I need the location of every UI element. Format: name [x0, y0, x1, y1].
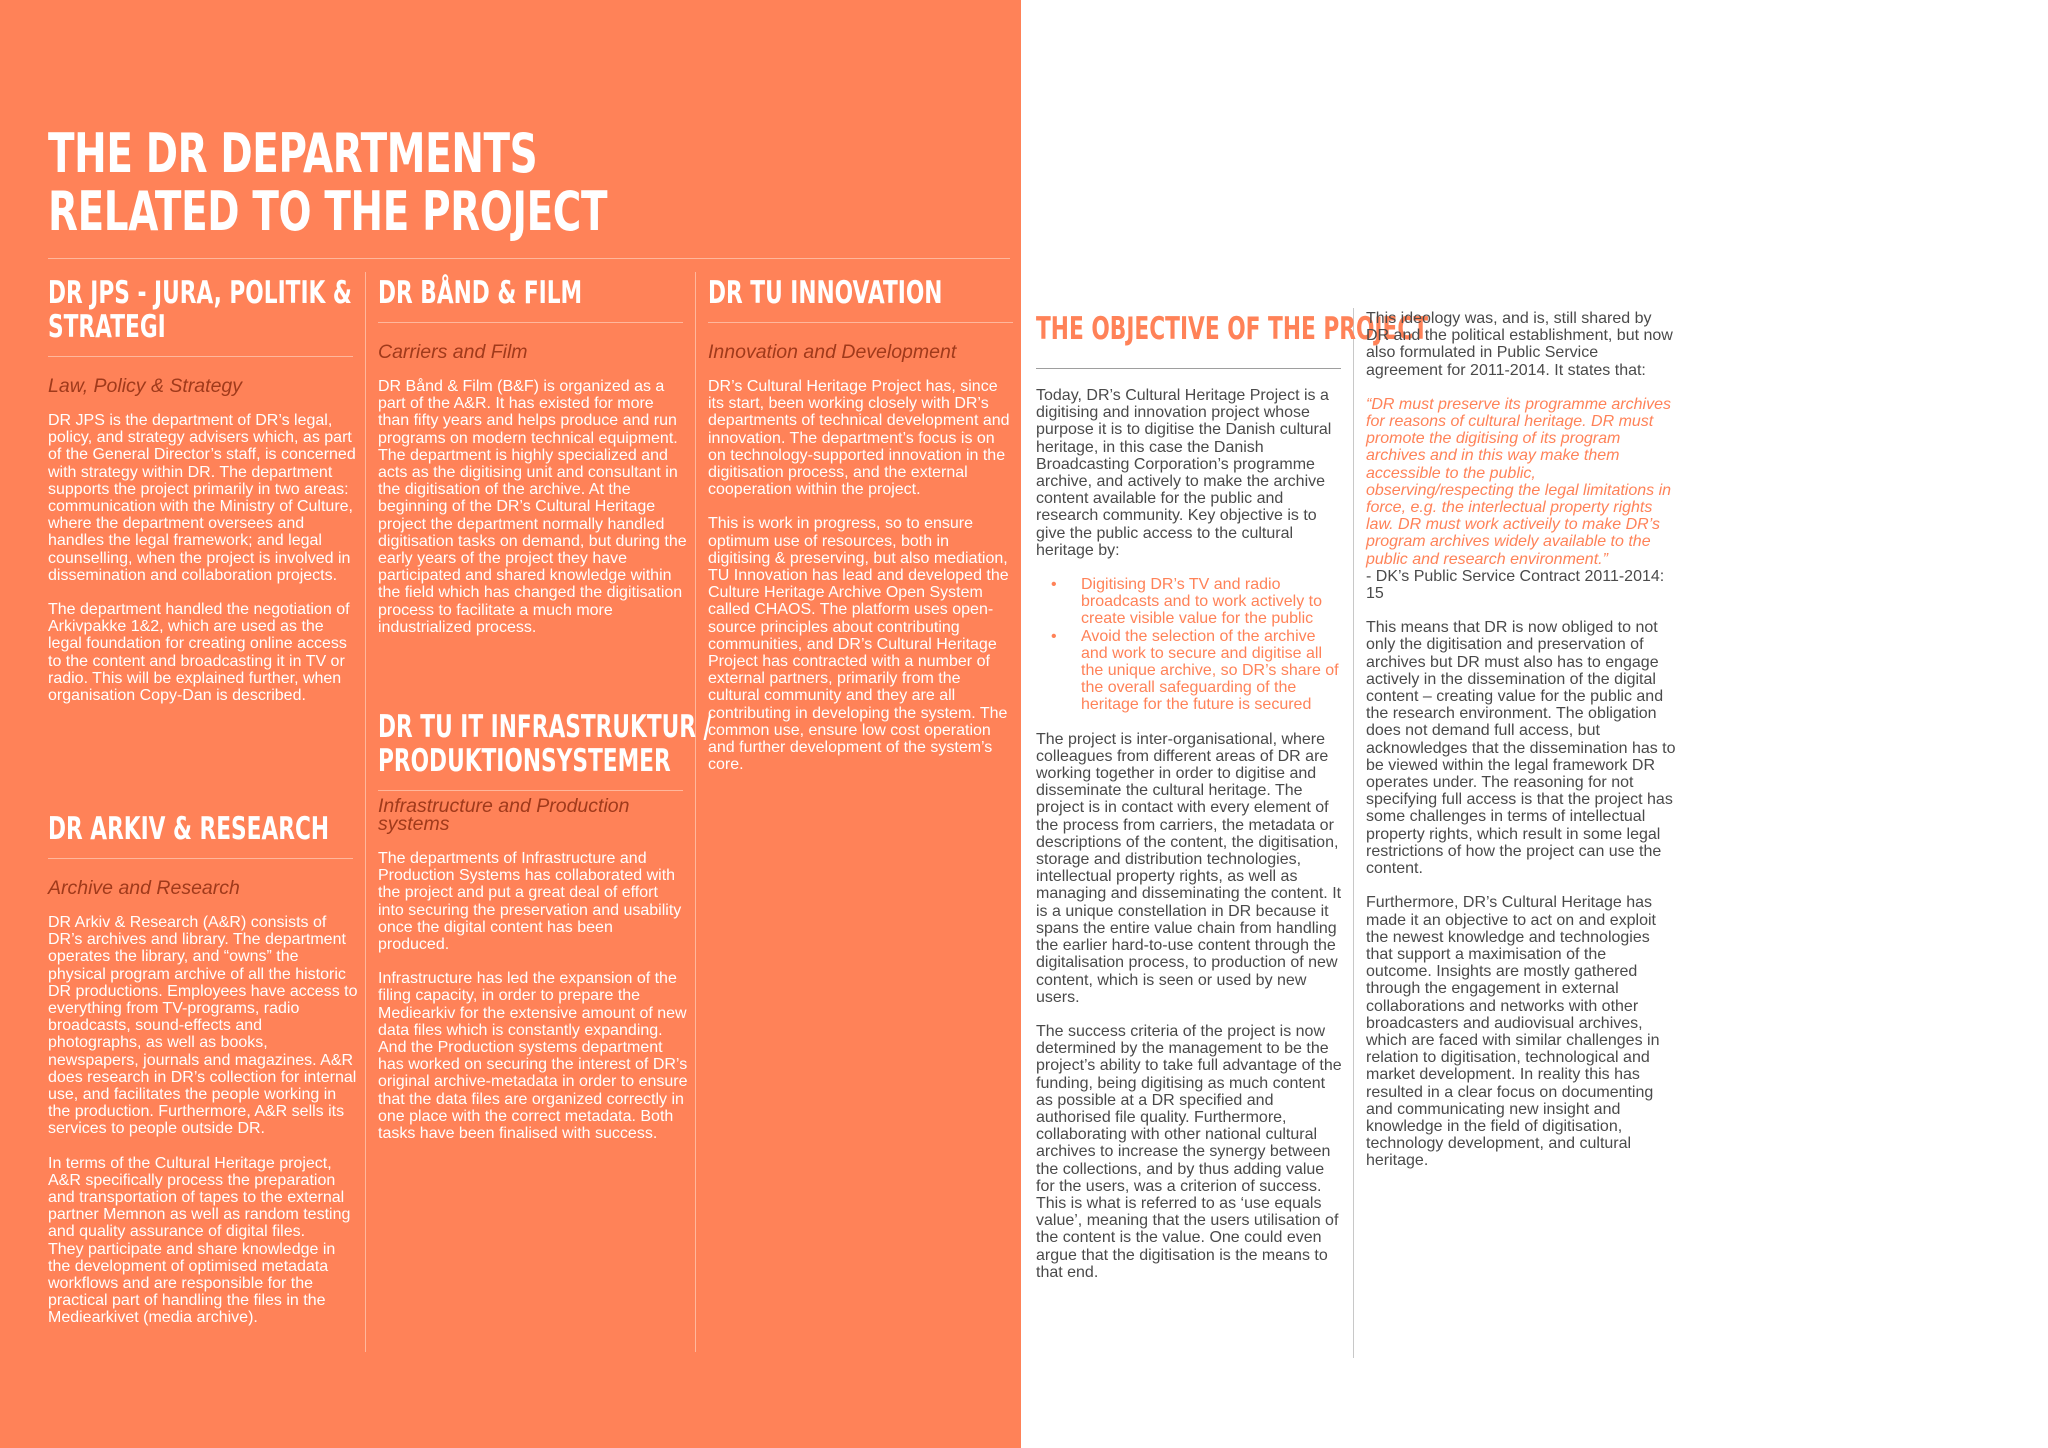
section-heading: DR BÅND & FILM	[378, 275, 583, 311]
paragraph: This means that DR is now obliged to not only the digitisation and preservation of archives but DR must also has to engage actively in the dissemination of the digital content – creating value for the public and the research environment. The obligation does not demand full access, but acknowledges that the dissemination has to be viewed within the legal framework DR operates under. The reasoning for not specifying full access is that the project has some challenges in terms of intellectual property rights, which result in some legal restrictions of how the project can use the content.	[1366, 619, 1676, 878]
column-ideology	[1366, 310, 1676, 1187]
paragraph: Today, DR’s Cultural Heritage Project is a digitising and innovation project whose purpose it is to digitise the Danish cultural heritage, in this case the Danish Broadcasting Corporation’s programme archive, and actively to make the archive content available for the public and research community. Key objective is to give the public access to the cultural heritage by:	[1036, 387, 1332, 559]
paragraph: In terms of the Cultural Heritage project, A&R specifically process the preparation and transportation of tapes to the external partner Memnon as well as random testing and quality assurance of digital files.	[48, 1154, 351, 1241]
section-rule	[48, 356, 353, 357]
paragraph: This ideology was, and is, still shared by DR and the political establishment, but now also formulated in Public Service agreement for 2011-2014. It states that:	[1366, 310, 1673, 379]
quote: “DR must preserve its programme archives for reasons of cultural heritage. DR must promote the digitising of its program archives and in this way make them accessible to the public, observing/respecting the legal limitations in force, e.g. the interlectual property rights law. DR must work activeily to make DR’s program archives widely available to the public and research environment.”	[1366, 395, 1672, 568]
paragraph: They participate and share knowledge in the development of optimised metadata workflows and are responsible for the practical part of handling the files in the Mediearkivet (media archive).	[48, 1240, 336, 1327]
section-heading: DR ARKIV & RESEARCH	[48, 811, 330, 847]
paragraph: Infrastructure has led the expansion of the filing capacity, in order to prepare the Mediearkiv for the extensive amount of new data files which is constantly expanding. And the Production systems department has worked on securing the interest of DR’s original archive-metadata in order to ensure that the data files are organized correctly in one place with the correct metadata. Both tasks have been finalised with success.	[378, 970, 688, 1143]
section-dr-jps	[48, 276, 358, 704]
paragraph: The project is inter-organisational, where colleagues from different areas of DR are working together in order to digitise and disseminate the cultural heritage. The project is in contact with every element of the process from carriers, the metadata or descriptions of the content, the digitisation, storage and distribution technologies, intellectual property rights, as well as managing and disseminating the content. It is a unique constellation in DR because it spans the entire value chain from handling the earlier hard-to-use content through the digitalisation process, to production of new content, which is seen or used by new users.	[1036, 730, 1342, 1006]
paragraph: The success criteria of the project is now determined by the management to be the project’s ability to take full advantage of the funding, being digitising as much content as possible at a DR specified and authorised file quality. Furthermore, collaborating with other national cultural archives to increase the synergy between the collections, and by thus adding value for the users, was a criterion of success. This is what is referred to as ‘use equals value’, meaning that the users utilisation of the content is the value. One could even argue that the digitisation is the means to that end.	[1036, 1022, 1342, 1281]
objective-list	[1036, 576, 1346, 714]
column-divider	[1353, 308, 1354, 1358]
section-rule	[48, 858, 353, 859]
column-jps-arkiv	[48, 275, 358, 1327]
section-dr-tu-innovation	[708, 276, 1014, 773]
paragraph: The departments of Infrastructure and Production Systems has collaborated with the project and put a great deal of effort into securing the preservation and usability once the digital content has been produced.	[378, 850, 682, 954]
column-band-infra	[378, 275, 712, 1143]
section-heading: DR TU INNOVATION	[708, 275, 943, 311]
section-heading: DR TU IT INFRASTRUKTUR / PRODUKTIONSYSTEMER	[378, 709, 712, 779]
title-divider	[48, 258, 1010, 259]
section-subheading: Law, Policy & Strategy	[48, 375, 243, 397]
column-tu-innovation	[708, 276, 1014, 790]
section-heading: DR JPS - JURA, POLITIK & STRATEGI	[48, 275, 352, 345]
section-subheading: Carriers and Film	[378, 341, 528, 363]
section-subheading: Innovation and Development	[708, 341, 957, 363]
paragraph: Furthermore, DR’s Cultural Heritage has made it an objective to act on and exploit the newest knowledge and technologies that support a maximisation of the outcome. Insights are mostly gathered through the engagement in external collaborations and networks with other broadcasters and audiovisual archives, which are faced with similar challenges in relation to digitisation, technological and market development. In reality this has resulted in a clear focus on documenting and communicating new insight and knowledge in the field of digitisation, technology development, and cultural heritage.	[1366, 894, 1660, 1170]
list-item: • Digitising DR’s TV and radio broadcasts and to work actively to create visible value for the public	[1036, 576, 1346, 628]
column-divider	[695, 272, 696, 1352]
page-title: THE DR DEPARTMENTS RELATED TO THE PROJECT	[48, 122, 608, 243]
section-rule	[708, 322, 1013, 323]
list-item: • Avoid the selection of the archive and work to secure and digitise all the unique archive, so DR’s share of the overall safeguarding of the heritage for the future is secured	[1036, 628, 1346, 714]
section-rule	[378, 790, 683, 791]
column-divider	[365, 272, 366, 1352]
section-rule	[1036, 368, 1341, 369]
paragraph: DR Arkiv & Research (A&R) consists of DR’s archives and library. The department operates the library, and “owns” the physical program archive of all the historic DR productions. Employees have access to everything from TV-programs, radio broadcasts, sound-effects and photographs, as well as books, newspapers, journals and magazines. A&R does research in DR’s collection for internal use, and facilitates the people working in the production. Furthermore, A&R sells its services to people outside DR.	[48, 914, 358, 1138]
section-subheading: Archive and Research	[48, 877, 240, 899]
section-rule	[378, 322, 683, 323]
paragraph: This is work in progress, so to ensure optimum use of resources, both in digitising & preserving, but also mediation, TU Innovation has lead and developed the Culture Heritage Archive Open System called CHAOS. The platform uses open-source principles about contributing communities, and DR’s Cultural Heritage Project has contracted with a number of external partners, primarily from the cultural community and they are all contributing in developing the system. The common use, ensure low cost operation and further development of the system’s core.	[708, 515, 1009, 774]
section-dr-band-film	[378, 276, 688, 636]
paragraph: DR’s Cultural Heritage Project has, since its start, been working closely with DR’s departments of technical development and innovation. The department’s focus is on on technology-supported innovation in the digitisation process, and the external cooperation within the project.	[708, 378, 1010, 499]
section-dr-arkiv	[48, 812, 358, 1344]
section-dr-tu-it	[378, 709, 712, 1159]
quote-source: - DK’s Public Service Contract 2011-2014: 15	[1366, 567, 1665, 603]
paragraph: DR Bånd & Film (B&F) is organized as a part of the A&R. It has existed for more than fifty years and helps produce and run programs on modern technical equipment. The department is highly specialized and acts as the digitising unit and consultant in the digitisation of the archive. At the beginning of the DR’s Cultural Heritage project the department normally handled digitisation tasks on demand, but during the early years of the project they have participated and shared knowledge within the field which has changed the digitisation process to facilitate a much more industrialized process.	[378, 378, 687, 636]
section-heading: THE OBJECTIVE OF THE PROJECT	[1036, 311, 1429, 347]
column-objective	[1036, 311, 1429, 1298]
section-subheading: Infrastructure and Production systems	[378, 795, 630, 835]
paragraph: The department handled the negotiation of Arkivpakke 1&2, which are used as the legal foundation for creating online access to the content and broadcasting it in TV or radio. This will be explained further, when organisation Copy-Dan is described.	[48, 601, 350, 705]
paragraph: DR JPS is the department of DR’s legal, policy, and strategy advisers which, as part of the General Director’s staff, is concerned with strategy within DR. The department supports the project primarily in two areas: communication with the Ministry of Culture, where the department oversees and handles the legal framework; and legal counselling, when the project is involved in dissemination and collaboration projects.	[48, 412, 356, 584]
